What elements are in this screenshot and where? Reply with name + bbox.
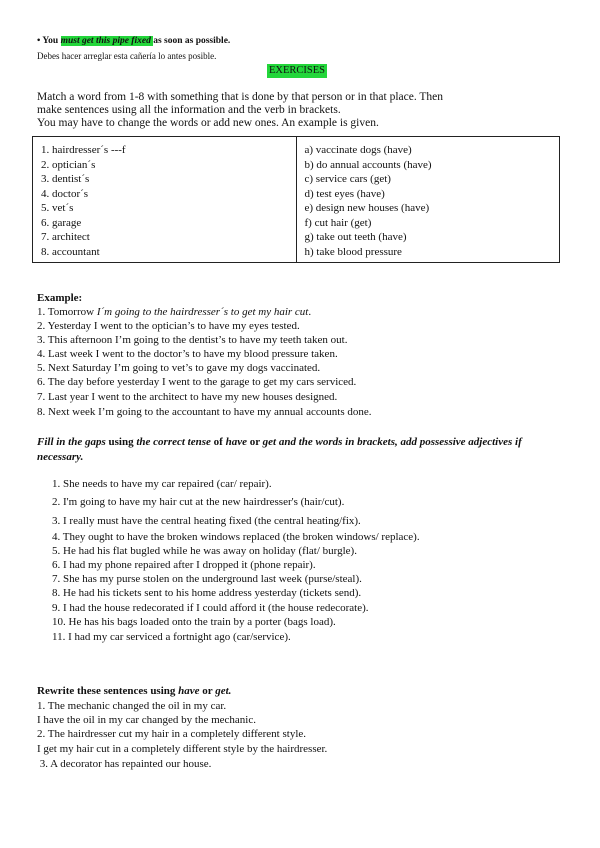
spanish-translation: Debes hacer arreglar esta cañería lo antes posible.: [37, 51, 217, 61]
example-line: 8. Next week I’m going to the accountant to have my annual accounts done.: [37, 406, 372, 418]
instruction-part: using: [108, 436, 137, 448]
intro-line: You may have to change the words or add new ones. An example is given.: [37, 117, 379, 129]
list-item: 1. hairdresser´s ---f: [41, 144, 126, 156]
list-item: 2. optician´s: [41, 158, 96, 171]
heading-part: get.: [215, 685, 232, 697]
list-item: 8. He had his tickets sent to his home address yesterday (tickets send).: [52, 587, 362, 599]
exercises-title: EXERCISES: [269, 65, 326, 76]
bullet: •: [37, 36, 41, 46]
rewrite-line: 2. The hairdresser cut my hair in a completely different style.: [37, 728, 307, 740]
list-item: 6. garage: [41, 216, 82, 229]
list-item: 9. I had the house redecorated if I could afford it (the house redecorate).: [52, 602, 369, 614]
list-item: d) test eyes (have): [304, 187, 385, 200]
example-sentence-end: as soon as possible.: [153, 36, 231, 46]
list-item: 2. I'm going to have my hair cut at the new hairdresser's (hair/cut).: [52, 496, 345, 508]
list-item: 1. She needs to have my car repaired (car/ repair).: [52, 478, 272, 490]
list-item: 11. I had my car serviced a fortnight ago (car/service).: [52, 631, 291, 643]
fill-gaps-instruction: [37, 435, 567, 465]
matching-table: [32, 136, 560, 263]
instruction-part: .: [80, 451, 84, 463]
matching-right-column: [296, 137, 560, 263]
list-item: 5. He had his flat bugled while he was away on holiday (flat/ burgle).: [52, 545, 357, 557]
list-item: f) cut hair (get): [304, 216, 372, 229]
list-item: 6. I had my phone repaired after I dropped it (phone repair).: [52, 559, 316, 571]
heading-part: Rewrite these sentences using: [37, 685, 179, 697]
instruction-part: the correct tense: [136, 436, 214, 448]
list-item: c) service cars (get): [304, 173, 391, 185]
example-sentence-start: You: [40, 36, 61, 46]
example-line: 2. Yesterday I went to the optician’s to have my eyes tested.: [37, 320, 300, 332]
list-item: 8. accountant: [41, 245, 100, 258]
instruction-part: of: [213, 436, 226, 448]
instruction-part: have: [225, 436, 250, 448]
matching-left-column: [33, 137, 297, 263]
example-line: 4. Last week I went to the doctor’s to have my blood pressure taken.: [37, 348, 338, 360]
intro-instructions: [37, 91, 477, 130]
instruction-part: or: [249, 436, 263, 448]
intro-line: Match a word from 1-8 with something that is done by that person or in that place. Then: [37, 91, 444, 103]
example-line-end: .: [308, 306, 312, 318]
list-item: e) design new houses (have): [304, 202, 430, 214]
instruction-part: Fill in the gaps: [37, 436, 109, 448]
intro-line: make sentences using all the information and the verb in brackets.: [37, 104, 341, 116]
list-item: 5. vet´s: [41, 202, 74, 214]
list-item: 3. I really must have the central heating fixed (the central heating/fix).: [52, 515, 361, 527]
example-line: 3. This afternoon I’m going to the dentist’s to have my teeth taken out.: [37, 334, 348, 346]
list-item: 7. architect: [41, 231, 90, 243]
rewrite-line: 3. A decorator has repainted our house.: [37, 758, 212, 770]
rewrite-line: I get my hair cut in a completely different style by the hairdresser.: [37, 743, 328, 755]
example-sentence: [37, 36, 230, 46]
example-heading: Example:: [37, 292, 83, 304]
heading-part: or: [199, 685, 216, 697]
list-item: 4. doctor´s: [41, 187, 89, 200]
instruction-part: get and the words in brackets, add possessive adjectives if necessary: [37, 436, 522, 463]
example-line-start: 1. Tomorrow: [37, 306, 97, 318]
example-answer: I´m going to the hairdresser´s to get my hair cut: [96, 306, 309, 318]
list-item: 4. They ought to have the broken windows replaced (the broken windows/ replace).: [52, 531, 420, 543]
highlighted-phrase: must get this pipe fixed: [60, 36, 154, 46]
heading-part: have: [178, 685, 200, 697]
list-item: h) take blood pressure: [304, 245, 402, 258]
example-line: [37, 306, 311, 318]
list-item: 3. dentist´s: [41, 173, 90, 185]
example-line: 6. The day before yesterday I went to the garage to get my cars serviced.: [37, 376, 357, 388]
rewrite-line: I have the oil in my car changed by the mechanic.: [37, 714, 256, 726]
list-item: g) take out teeth (have): [304, 231, 407, 243]
rewrite-line: 1. The mechanic changed the oil in my car.: [37, 700, 227, 712]
list-item: a) vaccinate dogs (have): [304, 144, 412, 156]
example-line: 5. Next Saturday I’m going to vet’s to gave my dogs vaccinated.: [37, 362, 321, 374]
list-item: 10. He has his bags loaded onto the train by a porter (bags load).: [52, 616, 336, 628]
list-item: 7. She has my purse stolen on the underground last week (purse/steal).: [52, 573, 362, 585]
example-line: 7. Last year I went to the architect to have my new houses designed.: [37, 391, 338, 403]
rewrite-heading: [37, 685, 231, 697]
list-item: b) do annual accounts (have): [304, 158, 432, 171]
